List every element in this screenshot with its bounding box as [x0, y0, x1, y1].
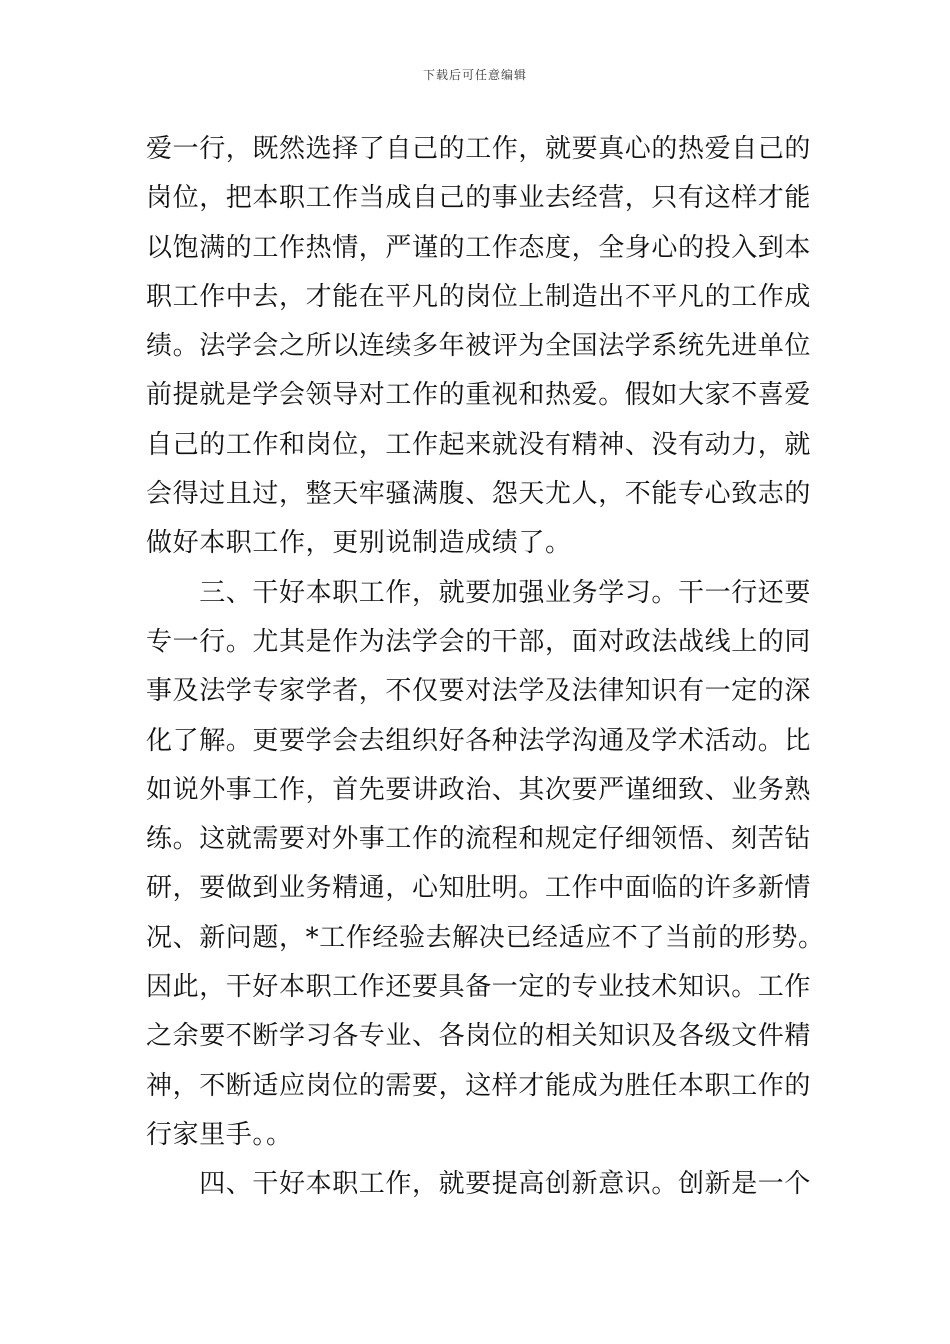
text-line: 以饱满的工作热情，严谨的工作态度，全身心的投入到本 [146, 232, 812, 263]
text-line: 行家里手。。 [146, 1119, 293, 1150]
text-line: 前提就是学会领导对工作的重视和热爱。假如大家不喜爱 [146, 380, 812, 411]
text-line: 三、干好本职工作，就要加强业务学习。干一行还要 [146, 577, 812, 608]
text-line: 四、干好本职工作，就要提高创新意识。创新是一个 [146, 1169, 812, 1200]
text-line: 如说外事工作，首先要讲政治、其次要严谨细致、业务熟 [146, 774, 812, 805]
text-line: 事及法学专家学者，不仅要对法学及法律知识有一定的深 [146, 676, 812, 707]
text-line: 爱一行，既然选择了自己的工作，就要真心的热爱自己的 [146, 134, 812, 164]
text-line: 况、新问题，*工作经验去解决已经适应不了当前的形势。 [146, 922, 825, 953]
text-line: 化了解。更要学会去组织好各种法学沟通及学术活动。比 [146, 725, 812, 756]
text-line: 研，要做到业务精通，心知肚明。工作中面临的许多新情 [146, 873, 812, 904]
text-line: 之余要不断学习各专业、各岗位的相关知识及各级文件精 [146, 1021, 812, 1052]
document-body [146, 125, 825, 1210]
text-line: 专一行。尤其是作为法学会的干部，面对政法战线上的同 [146, 626, 812, 657]
text-line: 神，不断适应岗位的需要，这样才能成为胜任本职工作的 [146, 1070, 812, 1101]
text-line: 因此，干好本职工作还要具备一定的专业技术知识。工作 [146, 972, 812, 1003]
page-header: 下载后可任意编辑 [422, 68, 527, 82]
text-line: 岗位，把本职工作当成自己的事业去经营，只有这样才能 [146, 183, 812, 214]
text-line: 练。这就需要对外事工作的流程和规定仔细领悟、刻苦钻 [146, 824, 812, 855]
text-line: 自己的工作和岗位，工作起来就没有精神、没有动力，就 [146, 429, 812, 460]
text-line: 会得过且过，整天牢骚满腹、怨天尤人，不能专心致志的 [146, 479, 812, 510]
text-line: 职工作中去，才能在平凡的岗位上制造出不平凡的工作成 [146, 281, 812, 312]
text-line: 绩。法学会之所以连续多年被评为全国法学系统先进单位 [146, 331, 812, 362]
text-line: 做好本职工作，更别说制造成绩了。 [146, 528, 572, 559]
